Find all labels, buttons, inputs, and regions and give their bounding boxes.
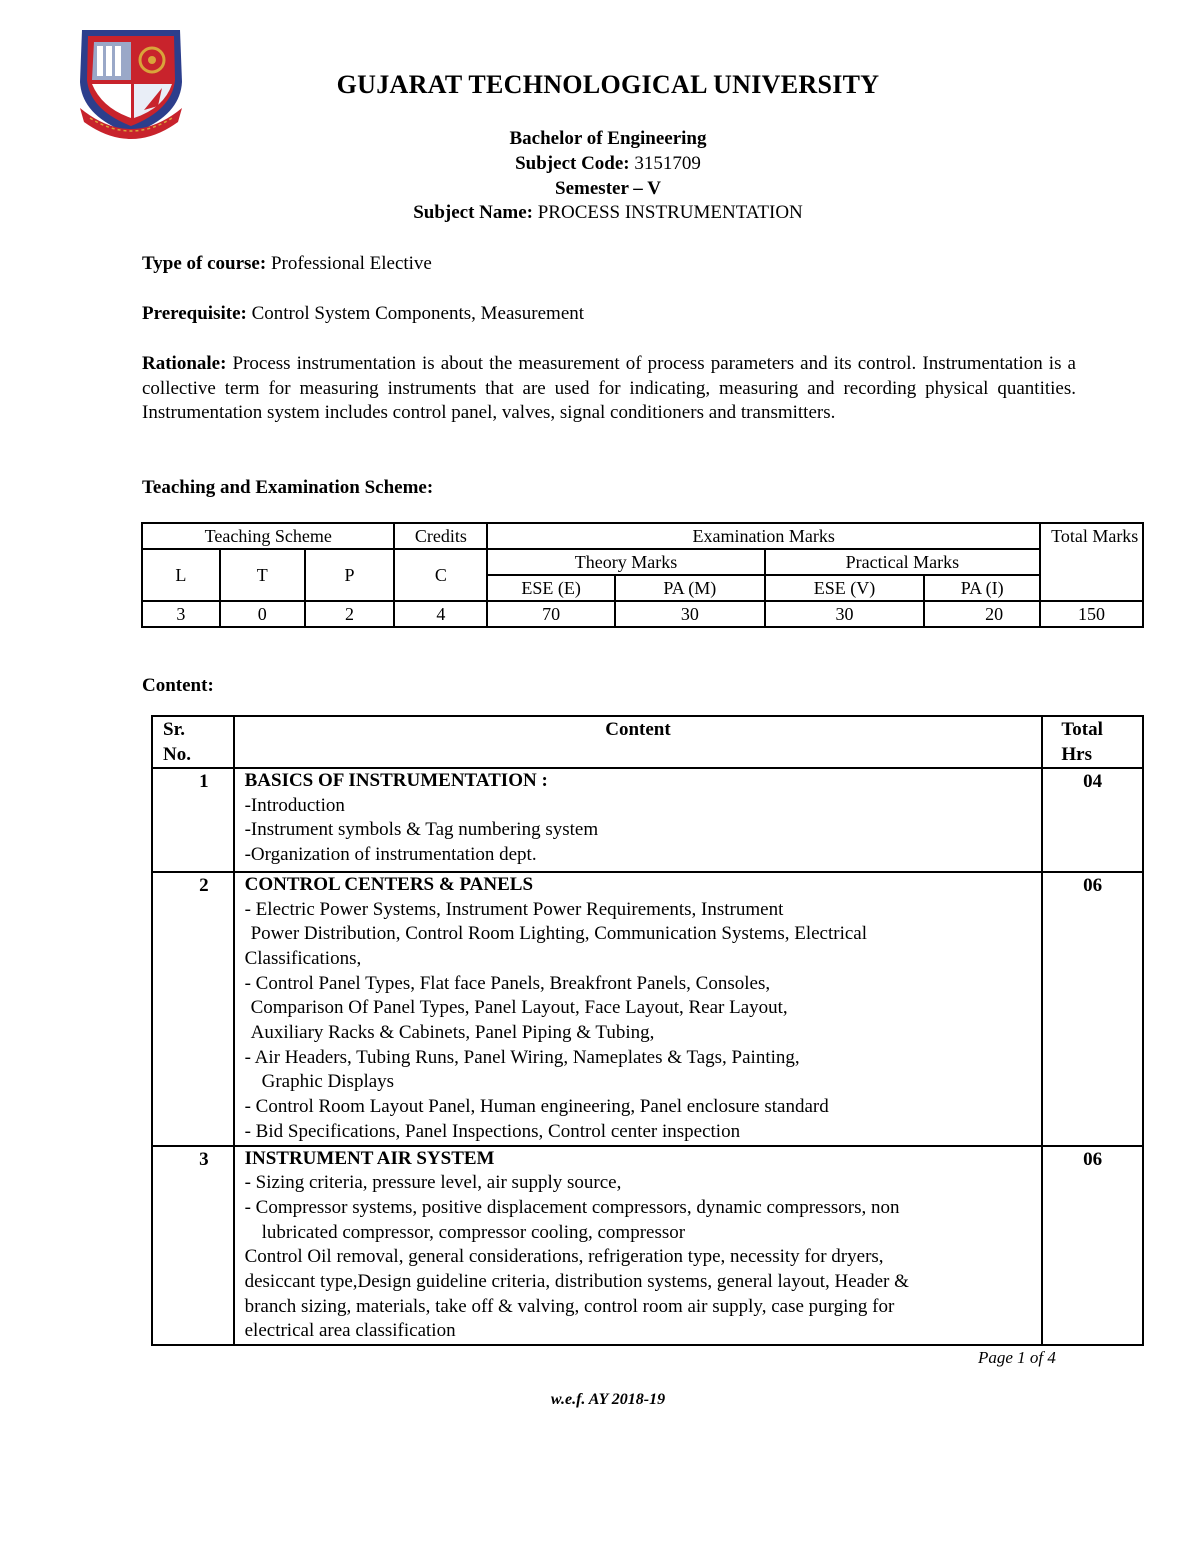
rationale bbox=[142, 352, 1076, 426]
degree-title: Bachelor of Engineering bbox=[509, 128, 707, 149]
subject-name-label: Subject Name: bbox=[413, 202, 533, 223]
teaching-scheme-header: Teaching Scheme bbox=[142, 523, 394, 549]
exam-marks-header: Examination Marks bbox=[487, 523, 1040, 549]
rationale-text: Process instrumentation is about the measurement of process parameters and its control. Instrumentation is a collective term for measuring instruments that are used for indicating, measuring and recording physical quantities. Instrumentation system includes control panel, valves, signal conditioners and transmitters. bbox=[142, 353, 1076, 423]
row-title: CONTROL CENTERS & PANELS bbox=[244, 873, 534, 895]
ese-e-header: ESE (E) bbox=[487, 575, 615, 601]
row-hours: 06 bbox=[1042, 872, 1143, 1146]
pa-m-header: PA (M) bbox=[615, 575, 765, 601]
content-line: -Introduction bbox=[244, 794, 345, 816]
credit-header: C bbox=[394, 549, 487, 601]
row-content bbox=[234, 768, 1043, 872]
sr-no-header: Sr. No. bbox=[152, 716, 234, 768]
subject-code-line bbox=[0, 153, 1200, 175]
total-hrs-header: Total Hrs bbox=[1042, 716, 1143, 768]
row-content bbox=[234, 1146, 1043, 1346]
content-line: - Air Headers, Tubing Runs, Panel Wiring, Nameplates & Tags, Painting, bbox=[244, 1046, 800, 1068]
subject-name-line bbox=[0, 202, 1200, 224]
content-heading: Content: bbox=[142, 675, 214, 696]
table-row bbox=[152, 872, 1143, 1146]
content-line: desiccant type,Design guideline criteria, distribution systems, general layout, Header & bbox=[244, 1271, 909, 1293]
content-line: - Electric Power Systems, Instrument Power Requirements, Instrument bbox=[244, 898, 784, 920]
rationale-label: Rationale: bbox=[142, 353, 227, 374]
content-line: - Sizing criteria, pressure level, air supply source, bbox=[244, 1172, 622, 1194]
content-line: Comparison Of Panel Types, Panel Layout, Face Layout, Rear Layout, bbox=[250, 997, 788, 1019]
total-marks-header: Total Marks bbox=[1040, 523, 1143, 601]
total-marks-value: 150 bbox=[1040, 601, 1143, 627]
content-line: lubricated compressor, compressor cooling, compressor bbox=[261, 1221, 686, 1243]
practical-marks-header: Practical Marks bbox=[765, 549, 1040, 575]
row-title: INSTRUMENT AIR SYSTEM bbox=[244, 1147, 495, 1169]
pa-m-value: 30 bbox=[615, 601, 765, 627]
row-sr-no: 2 bbox=[152, 872, 234, 1146]
lecture-header: L bbox=[142, 549, 220, 601]
table-row bbox=[152, 1146, 1143, 1346]
credit-value: 4 bbox=[394, 601, 487, 627]
theory-marks-header: Theory Marks bbox=[487, 549, 764, 575]
table-row bbox=[152, 768, 1143, 872]
content-line: Control Oil removal, general considerations, refrigeration type, necessity for dryers, bbox=[244, 1246, 884, 1268]
content-line: Classifications, bbox=[244, 947, 362, 969]
row-hours: 06 bbox=[1042, 1146, 1143, 1346]
content-line: -Instrument symbols & Tag numbering system bbox=[244, 819, 599, 841]
content-line: - Compressor systems, positive displacement compressors, dynamic compressors, non bbox=[244, 1196, 900, 1218]
content-line: - Bid Specifications, Panel Inspections, Control center inspection bbox=[244, 1120, 741, 1142]
subject-code-value: 3151709 bbox=[634, 153, 701, 174]
scheme-heading: Teaching and Examination Scheme: bbox=[142, 477, 434, 498]
credits-header: Credits bbox=[394, 523, 487, 549]
tutorial-header: T bbox=[220, 549, 305, 601]
content-line: Power Distribution, Control Room Lighting, Communication Systems, Electrical bbox=[250, 923, 868, 945]
wef-note: w.e.f. AY 2018-19 bbox=[550, 1391, 666, 1408]
content-line: - Control Panel Types, Flat face Panels, Breakfront Panels, Consoles, bbox=[244, 972, 771, 994]
row-hours: 04 bbox=[1042, 768, 1143, 872]
lecture-value: 3 bbox=[142, 601, 220, 627]
content-table bbox=[151, 715, 1144, 1346]
prerequisite bbox=[142, 302, 1076, 327]
semester-title: Semester – V bbox=[555, 178, 661, 199]
practical-header: P bbox=[305, 549, 395, 601]
prerequisite-label: Prerequisite: bbox=[142, 303, 247, 324]
ese-e-value: 70 bbox=[487, 601, 615, 627]
content-line: Auxiliary Racks & Cabinets, Panel Piping & Tubing, bbox=[250, 1022, 655, 1044]
subject-name-value: PROCESS INSTRUMENTATION bbox=[537, 202, 803, 223]
course-type bbox=[142, 252, 1076, 277]
row-title: BASICS OF INSTRUMENTATION : bbox=[244, 770, 548, 791]
ese-v-value: 30 bbox=[765, 601, 925, 627]
ese-v-header: ESE (V) bbox=[765, 575, 925, 601]
pa-i-header: PA (I) bbox=[924, 575, 1040, 601]
pa-i-value: 20 bbox=[924, 601, 1040, 627]
content-line: branch sizing, materials, take off & valving, control room air supply, case purging for bbox=[244, 1295, 895, 1317]
prerequisite-value: Control System Components, Measurement bbox=[251, 303, 585, 324]
content-line: -Organization of instrumentation dept. bbox=[244, 844, 537, 866]
row-sr-no: 1 bbox=[152, 768, 234, 872]
tutorial-value: 0 bbox=[220, 601, 305, 627]
practical-value: 2 bbox=[305, 601, 395, 627]
page-number: Page 1 of 4 bbox=[978, 1348, 1056, 1367]
row-sr-no: 3 bbox=[152, 1146, 234, 1346]
content-header: Content bbox=[234, 716, 1043, 768]
content-line: Graphic Displays bbox=[261, 1071, 395, 1093]
university-title: GUJARAT TECHNOLOGICAL UNIVERSITY bbox=[336, 70, 880, 99]
teaching-exam-scheme-table bbox=[141, 522, 1144, 628]
content-line: - Control Room Layout Panel, Human engineering, Panel enclosure standard bbox=[244, 1096, 829, 1118]
content-line: electrical area classification bbox=[244, 1320, 456, 1342]
subject-code-label: Subject Code: bbox=[515, 153, 630, 174]
course-type-label: Type of course: bbox=[142, 253, 267, 274]
row-content bbox=[234, 872, 1043, 1146]
course-type-value: Professional Elective bbox=[270, 253, 432, 274]
